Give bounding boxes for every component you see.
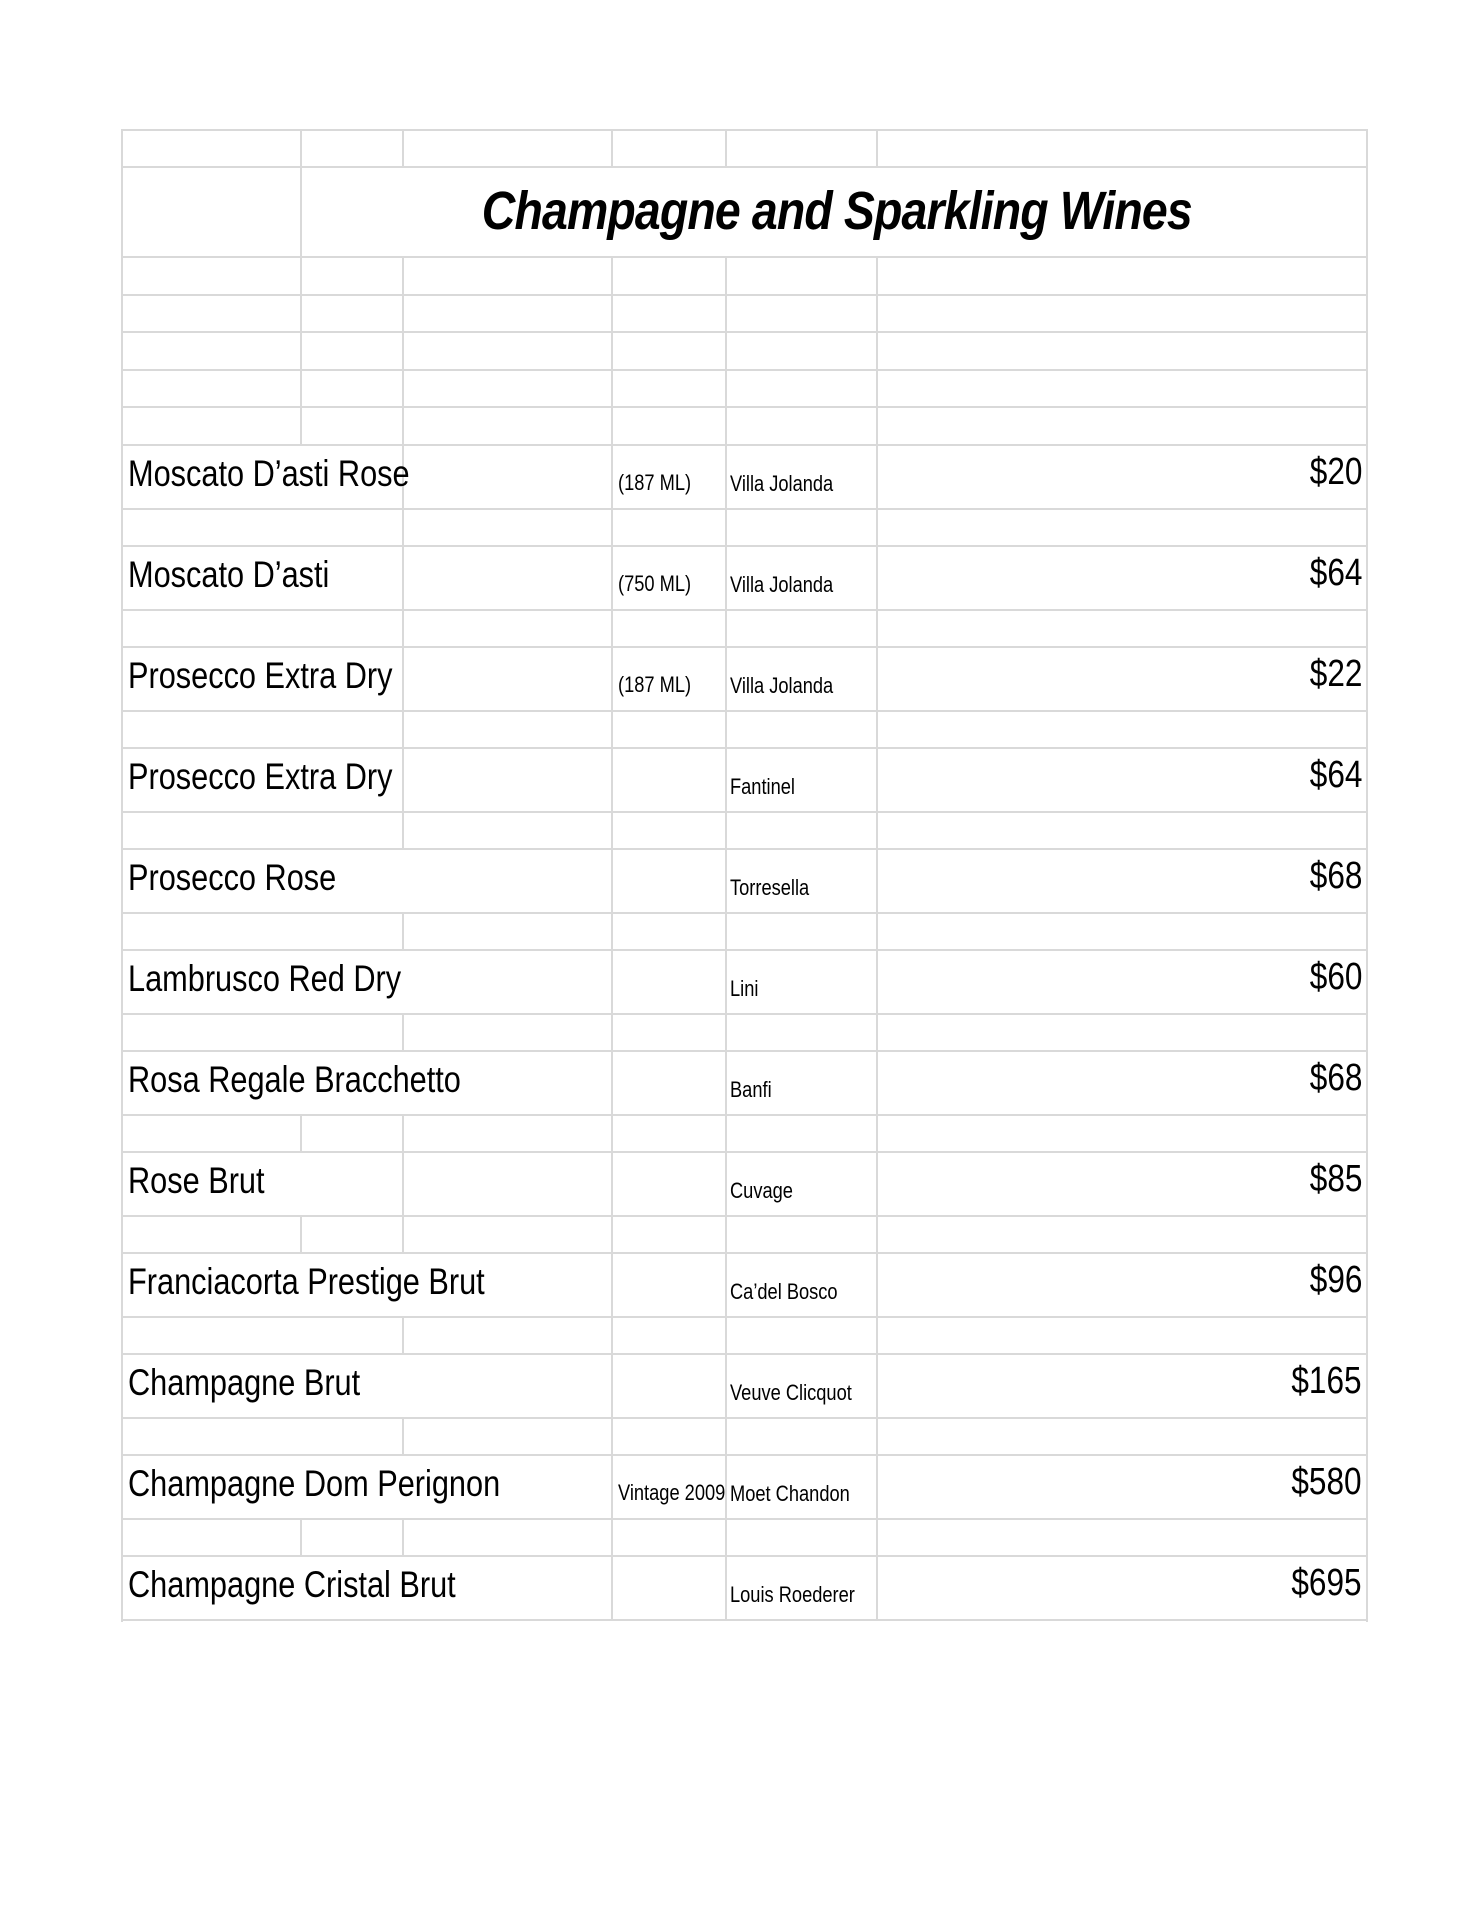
wine-price — [1299, 1259, 1362, 1302]
wine-price-text: $22 — [1309, 653, 1362, 695]
wine-price-text: $85 — [1309, 1158, 1362, 1200]
grid-line — [121, 369, 1368, 371]
wine-producer-text: Veuve Clicquot — [730, 1380, 852, 1405]
grid-line — [611, 1316, 613, 1355]
grid-line — [121, 331, 1368, 333]
wine-name-text: Champagne Brut — [128, 1362, 361, 1403]
wine-size-text: (187 ML) — [618, 470, 692, 495]
wine-name — [128, 958, 457, 1000]
grid-line — [121, 1252, 1368, 1254]
grid-line — [611, 1050, 613, 1116]
grid-line — [121, 1050, 1368, 1052]
grid-line — [121, 1013, 1368, 1015]
wine-price-text: $165 — [1291, 1360, 1362, 1402]
wine-producer-text: Torresella — [730, 875, 810, 900]
grid-line — [121, 294, 1368, 296]
grid-line — [121, 811, 1368, 813]
wine-price — [1299, 451, 1362, 494]
grid-line — [725, 1151, 727, 1217]
grid-line — [121, 848, 1368, 850]
wine-size — [618, 1480, 731, 1506]
grid-line — [1366, 129, 1368, 1622]
grid-line — [121, 912, 1368, 914]
grid-line — [876, 1050, 878, 1116]
grid-line — [876, 1417, 878, 1456]
grid-line — [876, 1518, 878, 1557]
grid-line — [725, 912, 727, 951]
wine-price-text: $96 — [1309, 1259, 1362, 1301]
grid-line — [121, 1619, 1368, 1621]
wine-name-text: Champagne Cristal Brut — [128, 1564, 456, 1605]
wine-producer-text: Villa Jolanda — [730, 572, 834, 597]
grid-line — [611, 747, 613, 813]
grid-line — [121, 1353, 1368, 1355]
grid-line — [611, 1454, 613, 1520]
grid-line — [121, 609, 1368, 611]
wine-name-text: Franciacorta Prestige Brut — [128, 1261, 485, 1302]
grid-line — [611, 256, 613, 446]
grid-line — [611, 1252, 613, 1318]
grid-line — [121, 646, 1368, 648]
wine-price — [1299, 956, 1362, 999]
grid-line — [725, 747, 727, 813]
grid-line — [725, 1518, 727, 1557]
grid-line — [611, 1417, 613, 1456]
grid-line — [611, 545, 613, 611]
grid-line — [121, 508, 1368, 510]
grid-line — [300, 129, 302, 446]
grid-line — [725, 1555, 727, 1621]
grid-line — [121, 166, 1368, 168]
wine-name-text: Lambrusco Red Dry — [128, 958, 402, 999]
wine-producer — [730, 976, 764, 1002]
wine-name-text: Moscato D’asti — [128, 554, 330, 595]
wine-size-text: Vintage 2009 — [618, 1480, 726, 1505]
wine-producer — [730, 1380, 877, 1406]
wine-producer — [730, 1077, 780, 1103]
grid-line — [402, 710, 404, 749]
wine-name — [128, 1564, 523, 1606]
grid-line — [725, 256, 727, 446]
wine-price — [1277, 1461, 1362, 1504]
grid-line — [876, 1454, 878, 1520]
grid-line — [611, 1353, 613, 1419]
grid-line — [402, 1114, 404, 1153]
grid-line — [611, 1114, 613, 1153]
grid-line — [121, 129, 123, 1622]
grid-line — [121, 256, 1368, 258]
wine-name-text: Prosecco Extra Dry — [128, 655, 393, 696]
wine-price-text: $20 — [1309, 451, 1362, 493]
grid-line — [725, 1013, 727, 1052]
wine-producer-text: Louis Roederer — [730, 1582, 855, 1607]
grid-line — [611, 1013, 613, 1052]
grid-line — [725, 129, 727, 168]
wine-price-text: $64 — [1309, 552, 1362, 594]
grid-line — [725, 848, 727, 914]
wine-name-text: Prosecco Extra Dry — [128, 756, 393, 797]
grid-line — [611, 609, 613, 648]
wine-name — [128, 1463, 576, 1505]
grid-line — [725, 1215, 727, 1254]
grid-line — [121, 545, 1368, 547]
grid-line — [611, 646, 613, 712]
wine-name-text: Champagne Dom Perignon — [128, 1463, 501, 1504]
grid-line — [402, 609, 404, 648]
wine-producer-text: Cuvage — [730, 1178, 793, 1203]
wine-name — [128, 655, 447, 697]
grid-line — [121, 406, 1368, 408]
grid-line — [611, 949, 613, 1015]
wine-price-text: $60 — [1309, 956, 1362, 998]
wine-producer — [730, 572, 854, 598]
wine-name — [128, 756, 447, 798]
grid-line — [402, 1417, 404, 1456]
grid-line — [121, 710, 1368, 712]
grid-line — [725, 1252, 727, 1318]
wine-producer — [730, 1279, 860, 1305]
wine-size — [618, 571, 731, 597]
grid-line — [725, 811, 727, 850]
grid-line — [402, 1215, 404, 1254]
wine-name — [128, 1261, 558, 1303]
grid-line — [121, 1151, 1368, 1153]
grid-line — [611, 1151, 613, 1217]
wine-producer-text: Villa Jolanda — [730, 471, 834, 496]
grid-line — [876, 912, 878, 951]
wine-price — [1277, 1562, 1362, 1605]
grid-line — [611, 129, 613, 168]
wine-name-text: Rose Brut — [128, 1160, 265, 1201]
grid-line — [876, 256, 878, 446]
grid-line — [121, 747, 1368, 749]
wine-producer-text: Fantinel — [730, 774, 795, 799]
grid-line — [876, 444, 878, 510]
grid-line — [876, 1013, 878, 1052]
grid-line — [121, 1518, 1368, 1520]
grid-line — [121, 444, 1368, 446]
grid-line — [725, 949, 727, 1015]
wine-name — [128, 453, 467, 495]
grid-line — [611, 848, 613, 914]
grid-line — [121, 1454, 1368, 1456]
wine-size-text: (750 ML) — [618, 571, 692, 596]
grid-line — [876, 1114, 878, 1153]
wine-name — [128, 1059, 529, 1101]
wine-producer — [730, 1178, 806, 1204]
grid-line — [121, 1555, 1368, 1557]
wine-price — [1277, 1360, 1362, 1403]
grid-line — [876, 1252, 878, 1318]
grid-line — [611, 1215, 613, 1254]
grid-line — [725, 710, 727, 749]
wine-producer-text: Moet Chandon — [730, 1481, 850, 1506]
wine-producer — [730, 471, 854, 497]
grid-line — [876, 545, 878, 611]
wine-size-text: (187 ML) — [618, 672, 692, 697]
wine-name-text: Rosa Regale Bracchetto — [128, 1059, 461, 1100]
grid-line — [876, 129, 878, 168]
wine-size — [618, 672, 731, 698]
page-title: Champagne and Sparkling Wines — [481, 181, 1193, 241]
grid-line — [611, 444, 613, 510]
grid-line — [876, 811, 878, 850]
grid-line — [300, 1518, 302, 1557]
grid-line — [402, 1316, 404, 1355]
grid-line — [402, 545, 404, 611]
grid-line — [121, 1114, 1368, 1116]
wine-price-text: $695 — [1291, 1562, 1362, 1604]
wine-producer-text: Banfi — [730, 1077, 772, 1102]
wine-producer — [730, 875, 825, 901]
wine-price — [1299, 1158, 1362, 1201]
wine-name — [128, 554, 371, 596]
wine-producer-text: Villa Jolanda — [730, 673, 834, 698]
grid-line — [402, 129, 404, 168]
wine-name — [128, 1362, 408, 1404]
grid-line — [402, 1151, 404, 1217]
grid-line — [876, 508, 878, 547]
grid-line — [300, 1114, 302, 1153]
wine-producer — [730, 1582, 880, 1608]
grid-line — [611, 1555, 613, 1621]
grid-line — [611, 710, 613, 749]
grid-line — [611, 912, 613, 951]
grid-line — [300, 1215, 302, 1254]
wine-price — [1299, 1057, 1362, 1100]
grid-line — [876, 646, 878, 712]
wine-price — [1299, 653, 1362, 696]
grid-line — [876, 1151, 878, 1217]
grid-line — [121, 1215, 1368, 1217]
grid-line — [611, 508, 613, 547]
grid-line — [725, 1417, 727, 1456]
grid-line — [876, 609, 878, 648]
wine-producer-text: Lini — [730, 976, 759, 1001]
wine-price-text: $64 — [1309, 754, 1362, 796]
grid-line — [725, 508, 727, 547]
wine-price-text: $580 — [1291, 1461, 1362, 1503]
grid-line — [402, 1518, 404, 1557]
grid-line — [876, 1316, 878, 1355]
wine-name-text: Moscato D’asti Rose — [128, 453, 410, 494]
grid-line — [876, 949, 878, 1015]
grid-line — [402, 256, 404, 446]
grid-line — [876, 1215, 878, 1254]
wine-producer — [730, 673, 854, 699]
wine-price — [1299, 552, 1362, 595]
wine-name — [128, 857, 379, 899]
grid-line — [402, 912, 404, 951]
grid-line — [725, 609, 727, 648]
grid-line — [121, 129, 1368, 131]
wine-price — [1299, 754, 1362, 797]
wine-producer-text: Ca’del Bosco — [730, 1279, 838, 1304]
grid-line — [402, 508, 404, 547]
grid-line — [121, 949, 1368, 951]
wine-name — [128, 1160, 293, 1202]
grid-line — [725, 1050, 727, 1116]
grid-line — [725, 1353, 727, 1419]
wine-price-text: $68 — [1309, 855, 1362, 897]
grid-line — [611, 811, 613, 850]
grid-line — [725, 1114, 727, 1153]
grid-line — [402, 811, 404, 850]
grid-line — [121, 1417, 1368, 1419]
grid-line — [121, 1316, 1368, 1318]
wine-name-text: Prosecco Rose — [128, 857, 337, 898]
grid-line — [876, 848, 878, 914]
wine-list-sheet — [121, 129, 1368, 1622]
wine-producer — [730, 1481, 874, 1507]
wine-price-text: $68 — [1309, 1057, 1362, 1099]
grid-line — [876, 747, 878, 813]
grid-line — [611, 1518, 613, 1557]
grid-line — [725, 1316, 727, 1355]
wine-producer — [730, 774, 808, 800]
wine-size — [618, 470, 731, 496]
grid-line — [402, 1013, 404, 1052]
grid-line — [876, 710, 878, 749]
wine-price — [1299, 855, 1362, 898]
